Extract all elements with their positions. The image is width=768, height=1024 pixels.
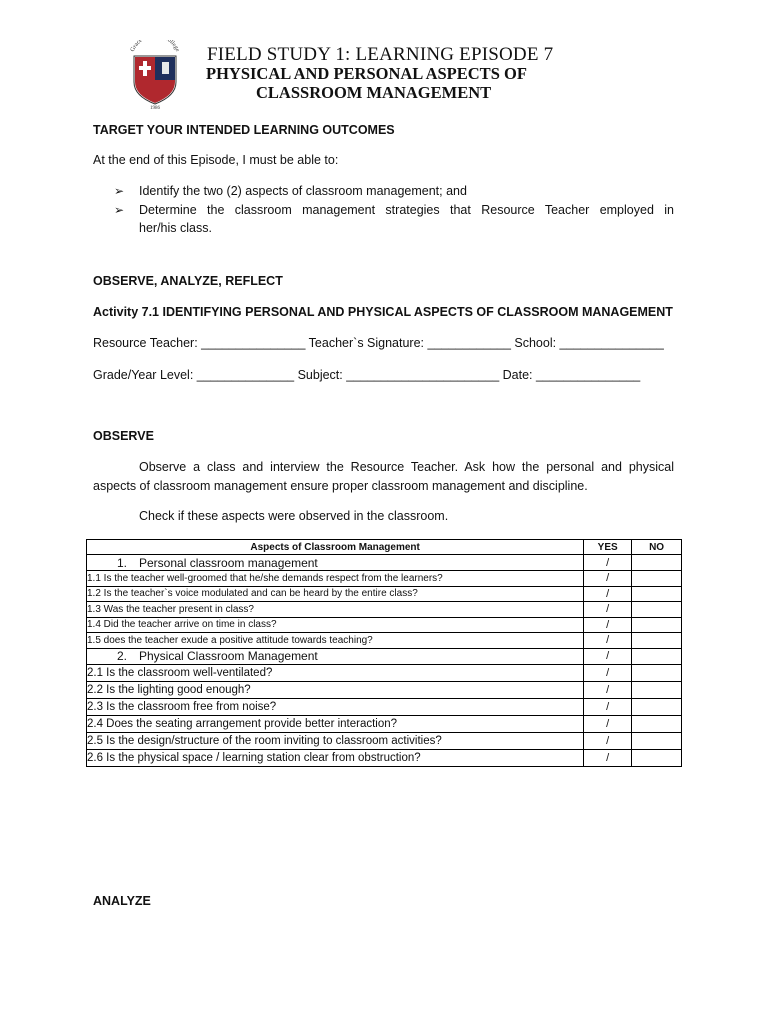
no-cell[interactable] xyxy=(632,681,682,698)
check-instruction: Check if these aspects were observed in the classroom. xyxy=(139,509,449,523)
bullet-icon: ➢ xyxy=(114,203,125,217)
no-cell[interactable] xyxy=(632,602,682,618)
svg-text:Grace Mission College xyxy=(130,40,181,53)
yes-cell[interactable]: / xyxy=(584,586,632,602)
table-row xyxy=(87,586,682,602)
oar-heading: OBSERVE, ANALYZE, REFLECT xyxy=(93,274,283,288)
yes-cell[interactable]: / xyxy=(584,664,632,681)
form-line-grade: Grade/Year Level: ______________ Subject: ______________________ Date: _______________ xyxy=(93,368,641,382)
yes-cell[interactable]: / xyxy=(584,555,632,571)
question-cell: 1.3 Was the teacher present in class? xyxy=(87,602,584,618)
yes-cell[interactable]: / xyxy=(584,698,632,715)
question-cell: 1.1 Is the teacher well-groomed that he/she demands respect from the learners? xyxy=(87,571,584,587)
no-cell[interactable] xyxy=(632,698,682,715)
no-cell[interactable] xyxy=(632,664,682,681)
document-subtitle-line1: PHYSICAL AND PERSONAL ASPECTS OF xyxy=(206,64,527,83)
table-row xyxy=(87,664,682,681)
question-cell: 1.4 Did the teacher arrive on time in class? xyxy=(87,617,584,633)
table-row xyxy=(87,617,682,633)
question-cell: 1.2 Is the teacher`s voice modulated and can be heard by the entire class? xyxy=(87,586,584,602)
table-row xyxy=(87,715,682,732)
yes-cell[interactable]: / xyxy=(584,633,632,649)
yes-cell[interactable]: / xyxy=(584,602,632,618)
no-cell[interactable] xyxy=(632,555,682,571)
table-row xyxy=(87,602,682,618)
observe-paragraph-line1: Observe a class and interview the Resource Teacher. Ask how the personal and physical xyxy=(139,460,674,474)
table-row xyxy=(87,749,682,766)
table-header-row xyxy=(87,540,682,555)
no-cell[interactable] xyxy=(632,586,682,602)
observe-paragraph-line2: aspects of classroom management ensure proper classroom management and discipline. xyxy=(93,479,588,493)
section-number: 1. xyxy=(117,555,128,570)
yes-cell[interactable]: / xyxy=(584,732,632,749)
yes-cell[interactable]: / xyxy=(584,648,632,664)
table-row xyxy=(87,698,682,715)
outcome-item-1: Identify the two (2) aspects of classroom management; and xyxy=(139,184,467,198)
form-line-teacher: Resource Teacher: _______________ Teacher`s Signature: ____________ School: _______________ xyxy=(93,336,664,350)
yes-cell[interactable]: / xyxy=(584,617,632,633)
question-cell: 2.4 Does the seating arrangement provide better interaction? xyxy=(87,715,584,732)
outcomes-intro: At the end of this Episode, I must be able to: xyxy=(93,153,339,167)
no-cell[interactable] xyxy=(632,715,682,732)
question-cell: 2.2 Is the lighting good enough? xyxy=(87,681,584,698)
yes-cell[interactable]: / xyxy=(584,571,632,587)
question-cell: 2.5 Is the design/structure of the room inviting to classroom activities? xyxy=(87,732,584,749)
section-number: 2. xyxy=(117,649,128,663)
outcome-item-2-cont: her/his class. xyxy=(139,221,212,235)
yes-cell[interactable]: / xyxy=(584,681,632,698)
activity-title: Activity 7.1 IDENTIFYING PERSONAL AND PHYSICAL ASPECTS OF CLASSROOM MANAGEMENT xyxy=(93,305,673,319)
table-row xyxy=(87,571,682,587)
yes-cell[interactable]: / xyxy=(584,749,632,766)
table-row xyxy=(87,555,682,571)
bullet-icon: ➢ xyxy=(114,184,125,198)
observe-heading: OBSERVE xyxy=(93,429,154,443)
table-row xyxy=(87,633,682,649)
section-label: Personal classroom management xyxy=(139,555,318,570)
section-personal xyxy=(87,555,584,571)
logo-arc-text: Grace ollege xyxy=(129,40,181,53)
document-subtitle-line2: CLASSROOM MANAGEMENT xyxy=(256,83,492,102)
no-cell[interactable] xyxy=(632,633,682,649)
no-cell[interactable] xyxy=(632,617,682,633)
table-row xyxy=(87,732,682,749)
question-cell: 2.1 Is the classroom well-ventilated? xyxy=(87,664,584,681)
analyze-heading: ANALYZE xyxy=(93,894,151,908)
question-cell: 2.3 Is the classroom free from noise? xyxy=(87,698,584,715)
yes-cell[interactable]: / xyxy=(584,715,632,732)
no-cell[interactable] xyxy=(632,571,682,587)
column-header-aspects: Aspects of Classroom Management xyxy=(87,540,584,555)
section-label: Physical Classroom Management xyxy=(139,649,318,663)
section-physical xyxy=(87,648,584,664)
logo-year: 1986 xyxy=(150,106,160,110)
document-title: FIELD STUDY 1: LEARNING EPISODE 7 xyxy=(207,44,554,65)
outcome-item-2: Determine the classroom management strategies that Resource Teacher employed in xyxy=(139,203,674,217)
no-cell[interactable] xyxy=(632,749,682,766)
column-header-yes: YES xyxy=(584,540,632,555)
question-cell: 1.5 does the teacher exude a positive attitude towards teaching? xyxy=(87,633,584,649)
table-row xyxy=(87,648,682,664)
column-header-no: NO xyxy=(632,540,682,555)
aspects-checklist-table xyxy=(86,539,682,767)
college-logo xyxy=(126,40,184,110)
outcomes-heading: TARGET YOUR INTENDED LEARNING OUTCOMES xyxy=(93,123,395,137)
table-row xyxy=(87,681,682,698)
no-cell[interactable] xyxy=(632,648,682,664)
no-cell[interactable] xyxy=(632,732,682,749)
question-cell: 2.6 Is the physical space / learning station clear from obstruction? xyxy=(87,749,584,766)
